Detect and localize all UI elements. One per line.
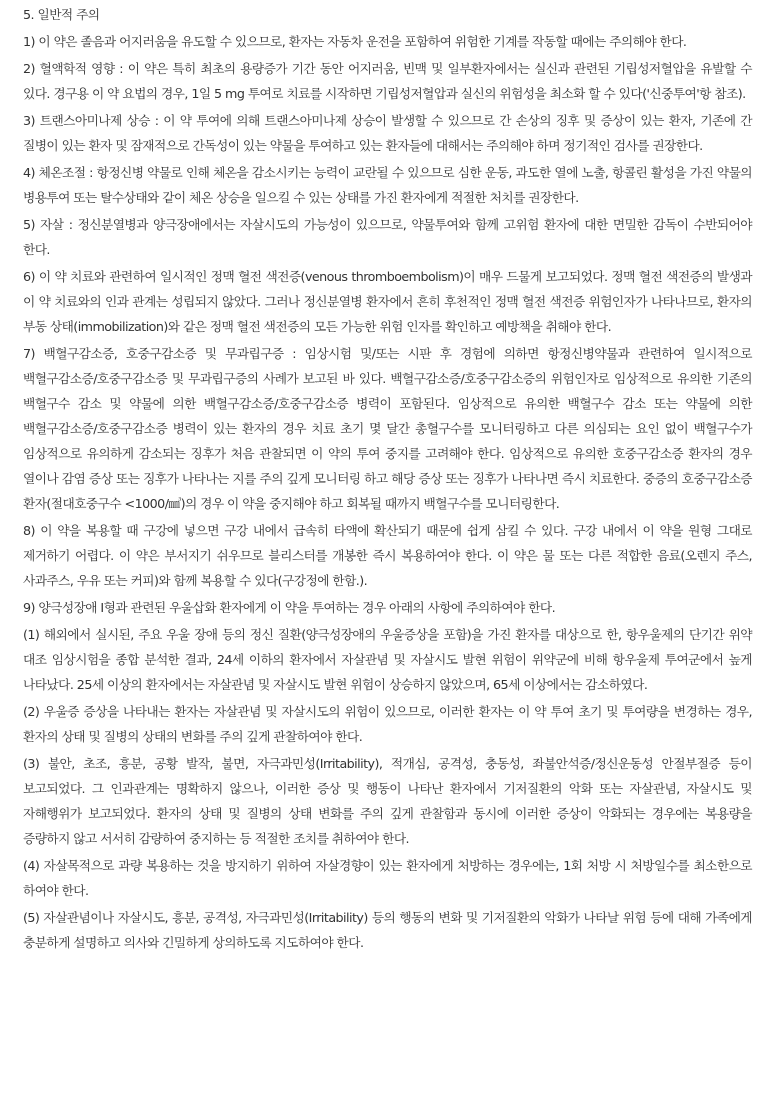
paragraph-8-orodispersible: 8) 이 약을 복용할 때 구강에 넣으면 구강 내에서 급속히 타액에 확산되기 때문에 쉽게 삼킬 수 있다. 구강 내에서 이 약을 원형 그대로 제거하기 어렵다. 이 약은 부서지기 쉬우므로 블리스터를 개봉한 즉시 복용하여야 한다. 이 약은 물 또는 다른 적합한 음료(오렌지 주스, 사과주스, 우유 또는 커피)와 함께 복용할 수 있다(구강정에 한함.). xyxy=(23,523,752,588)
paragraph-3-transaminase: 3) 트랜스아미나제 상승 : 이 약 투여에 의해 트랜스아미나제 상승이 발생할 수 있으므로 간 손상의 징후 및 증상이 있는 환자, 기존에 간 질병이 있는 환자 및 잠재적으로 간독성이 있는 약물을 투여하고 있는 환자들에 대해서는 주의해야 하며 정기적인 검사를 권장한다. xyxy=(23,113,752,153)
paragraph-4-body-temperature: 4) 체온조절 : 항정신병 약물로 인해 체온을 감소시키는 능력이 교란될 수 있으므로 심한 운동, 과도한 열에 노출, 항콜린 활성을 가진 약물의 병용투여 또는 탈수상태와 같이 체온 상승을 일으킬 수 있는 상태를 가진 환자에게 적절한 처치를 권장한다. xyxy=(23,165,752,205)
paragraph-6-venous-thromboembolism: 6) 이 약 치료와 관련하여 일시적인 정맥 혈전 색전증(venous thromboembolism)이 매우 드물게 보고되었다. 정맥 혈전 색전증의 발생과 이 약 치료와의 인과 관계는 성립되지 않았다. 그러나 정신분열병 환자에서 흔히 후천적인 정맥 혈전 색전증 위험인자가 나타나므로, 환자의 부동 상태(immobilization)와 같은 정맥 혈전 색전증의 모든 가능한 위험 인자를 확인하고 예방책을 취해야 한다. xyxy=(23,269,752,334)
section-heading: 5. 일반적 주의 xyxy=(23,7,100,22)
subparagraph-9-3: (3) 불안, 초조, 흥분, 공황 발작, 불면, 자극과민성(Irritability), 적개심, 공격성, 충동성, 좌불안석증/정신운동성 안절부절증 등이 보고되었다. 그 인과관계는 명확하지 않으나, 이러한 증상 및 행동이 나타난 환자에서 기저질환의 악화 또는 자살관념, 자살시도 및 자해행위가 보고되었다. 환자의 상태 및 질병의 상태 변화를 주의 깊게 관찰함과 동시에 이러한 증상이 악화되는 경우에는 복용량을 증량하지 않고 서서히 감량하여 중지하는 등 적절한 조치를 취하여야 한다. xyxy=(23,756,752,846)
paragraph-5-suicide: 5) 자살 : 정신분열병과 양극장애에서는 자살시도의 가능성이 있으므로, 약물투여와 함께 고위험 환자에 대한 면밀한 감독이 수반되어야 한다. xyxy=(23,217,752,257)
subparagraph-9-4: (4) 자살목적으로 과량 복용하는 것을 방지하기 위하여 자살경향이 있는 환자에게 처방하는 경우에는, 1회 처방 시 처방일수를 최소한으로 하여야 한다. xyxy=(23,858,752,898)
paragraph-9-bipolar-depression: 9) 양극성장애 I형과 관련된 우울삽화 환자에게 이 약을 투여하는 경우 아래의 사항에 주의하여야 한다. xyxy=(23,600,556,615)
subparagraph-9-5: (5) 자살관념이나 자살시도, 흥분, 공격성, 자극과민성(Irritability) 등의 행동의 변화 및 기저질환의 악화가 나타날 위험 등에 대해 가족에게 충분하게 설명하고 의사와 긴밀하게 상의하도록 지도하여야 한다. xyxy=(23,910,752,950)
subparagraph-9-2: (2) 우울증 증상을 나타내는 환자는 자살관념 및 자살시도의 위험이 있으므로, 이러한 환자는 이 약 투여 초기 및 투여량을 변경하는 경우, 환자의 상태 및 질병의 상태의 변화를 주의 깊게 관찰하여야 한다. xyxy=(23,704,752,744)
paragraph-7-leukopenia: 7) 백혈구감소증, 호중구감소증 및 무과립구증 : 임상시험 및/또는 시판 후 경험에 의하면 항정신병약물과 관련하여 일시적으로 백혈구감소증/호중구감소증 및 무과립구증의 사례가 보고된 바 있다. 백혈구감소증/호중구감소증의 위험인자로 임상적으로 유의한 기존의 백혈구수 감소 및 약물에 의한 백혈구감소증/호중구감소증 병력이 포함된다. 임상적으로 유의한 백혈구수 감소 또는 약물에 의한 백혈구감소증/호중구감소증 병력이 있는 환자의 경우 치료 초기 몇 달간 총혈구수를 모니터링하고 다른 의심되는 요인 없이 백혈구수가 임상적으로 유의하게 감소되는 징후가 처음 관찰되면 이 약의 투여 중지를 고려해야 한다. 임상적으로 유의한 호중구감소증 환자의 경우 열이나 감염 증상 또는 징후가 나타나는 지를 주의 깊게 모니터링 하고 해당 증상 또는 징후가 나타나면 즉시 치료한다. 중증의 호중구감소증 환자(절대호중구수 <1000/㎣)의 경우 이 약을 중지해야 하고 회복될 때까지 백혈구수를 모니터링한다. xyxy=(23,346,752,511)
paragraph-2-hematologic-effects: 2) 혈액학적 영향 : 이 약은 특히 최초의 용량증가 기간 동안 어지러움, 빈맥 및 일부환자에서는 실신과 관련된 기립성저혈압을 유발할 수 있다. 경구용 이 약 요법의 경우, 1일 5 mg 투여로 치료를 시작하면 기립성저혈압과 실신의 위험성을 최소화 할 수 있다('신중투여'항 참조). xyxy=(23,61,752,101)
paragraph-1-drowsiness: 1) 이 약은 졸음과 어지러움을 유도할 수 있으므로, 환자는 자동차 운전을 포함하여 위험한 기계를 작동할 때에는 주의해야 한다. xyxy=(23,34,687,49)
subparagraph-9-1: (1) 해외에서 실시된, 주요 우울 장애 등의 정신 질환(양극성장애의 우울증상을 포함)을 가진 환자를 대상으로 한, 항우울제의 단기간 위약 대조 임상시험을 종합 분석한 결과, 24세 이하의 환자에서 자살관념 및 자살시도 발현 위험이 위약군에 비해 항우울제 투여군에서 높게 나타났다. 25세 이상의 환자에서는 자살관념 및 자살시도 발현 위험이 상승하지 않았으며, 65세 이상에서는 감소하였다. xyxy=(23,627,752,692)
